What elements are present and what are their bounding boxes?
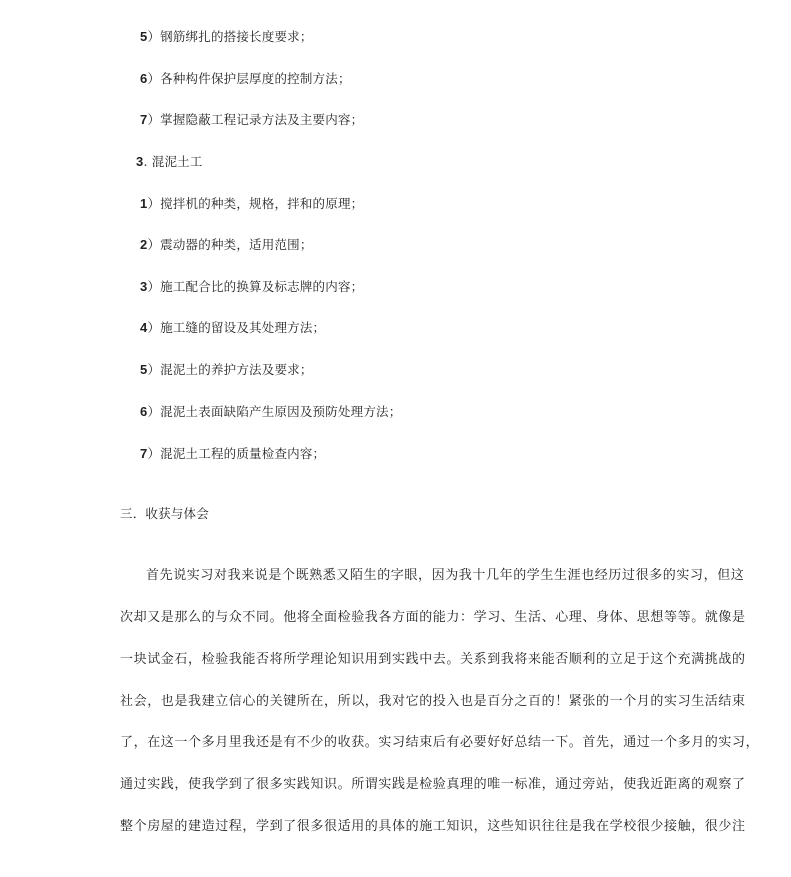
item-number: 6: [140, 404, 148, 419]
list-item: [140, 194, 363, 212]
item-text: ）各种构件保护层厚度的控制方法；: [147, 71, 351, 86]
heading-number: 3: [136, 154, 144, 169]
item-text: ）混泥土的养护方法及要求；: [147, 362, 313, 377]
item-number: 5: [140, 29, 148, 44]
item-number: 1: [140, 196, 148, 211]
item-text: ）钢筋绑扎的搭接长度要求；: [147, 29, 313, 44]
paragraph-line: 社会，也是我建立信心的关键所在，所以，我对它的投入也是百分之百的！紧张的一个月的实习生活结束: [120, 694, 746, 709]
item-text: ）震动器的种类，适用范围；: [147, 237, 313, 252]
item-text: ）施工缝的留设及其处理方法；: [147, 320, 326, 335]
item-text: ）施工配合比的换算及标志牌的内容；: [147, 279, 364, 294]
heading-text: . 混泥土工: [143, 154, 203, 169]
item-text: ）掌握隐蔽工程记录方法及主要内容；: [147, 112, 364, 127]
item-number: 7: [140, 446, 148, 461]
list-item: [140, 277, 363, 295]
list-item: [140, 69, 351, 87]
item-text: ）混泥土工程的质量检查内容；: [147, 446, 326, 461]
item-text: ）搅拌机的种类，规格，拌和的原理；: [147, 196, 364, 211]
paragraph-line: 整个房屋的建造过程，学到了很多很适用的具体的施工知识，这些知识往往是我在学校很少接触，很少注: [120, 819, 746, 834]
subsection-heading: [136, 152, 203, 170]
item-number: 5: [140, 362, 148, 377]
paragraph-line: 了，在这一个多月里我还是有不少的收获。实习结束后有必要好好总结一下。首先，通过一个多月的实习，: [120, 735, 760, 750]
item-number: 6: [140, 71, 148, 86]
item-number: 4: [140, 320, 148, 335]
item-number: 2: [140, 237, 148, 252]
paragraph-line: 首先说实习对我来说是个既熟悉又陌生的字眼，因为我十几年的学生生涯也经历过很多的实习，但这: [146, 568, 745, 583]
list-item: [140, 110, 363, 128]
list-item: [140, 444, 325, 462]
section-title: 三．收获与体会: [120, 506, 209, 521]
paragraph-line: 次却又是那么的与众不同。他将全面检验我各方面的能力：学习、生活、心理、身体、思想等等。就像是: [120, 610, 746, 625]
item-text: ）混泥土表面缺陷产生原因及预防处理方法；: [147, 404, 402, 419]
list-item: [140, 235, 313, 253]
item-number: 3: [140, 279, 148, 294]
paragraph-line: 通过实践，使我学到了很多实践知识。所谓实践是检验真理的唯一标准，通过旁站，使我近距离的观察了: [120, 777, 746, 792]
list-item: [140, 360, 313, 378]
list-item: [140, 318, 325, 336]
item-number: 7: [140, 112, 148, 127]
list-item: [140, 402, 401, 420]
paragraph-line: 一块试金石，检验我能否将所学理论知识用到实践中去。关系到我将来能否顺利的立足于这个充满挑战的: [120, 652, 746, 667]
list-item: [140, 27, 313, 45]
